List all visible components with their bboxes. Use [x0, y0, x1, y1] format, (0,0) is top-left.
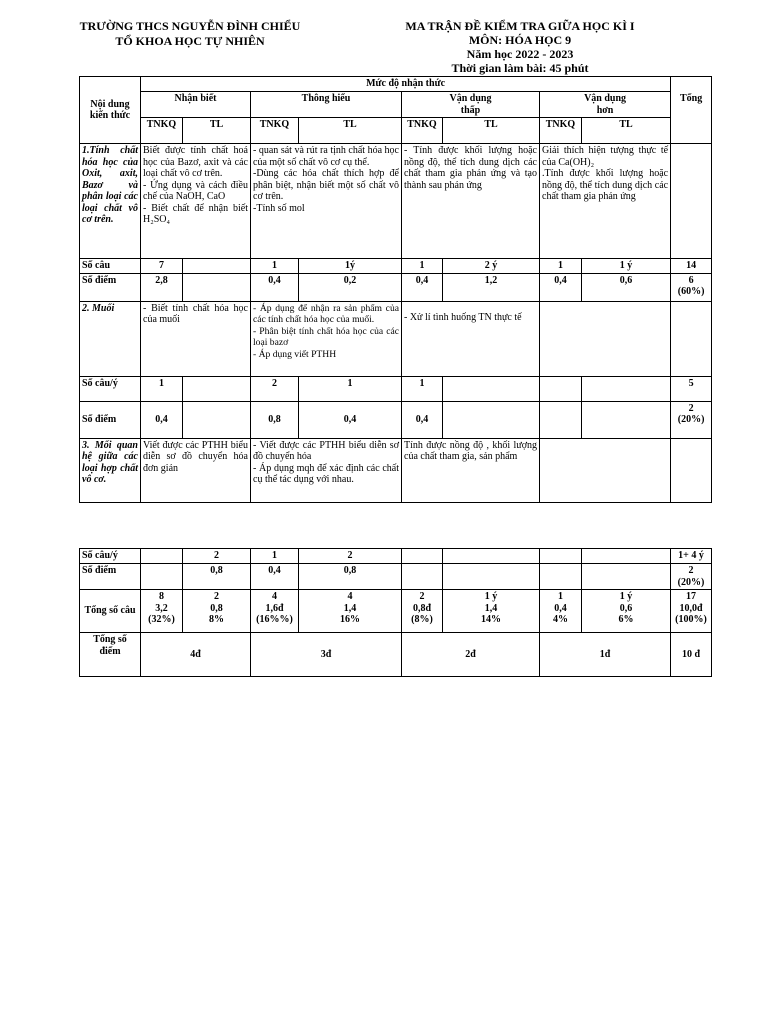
cell	[141, 549, 183, 564]
cell: 0,8	[183, 564, 251, 590]
cell	[582, 549, 671, 564]
cell: 0,4	[251, 564, 299, 590]
cell: 2	[183, 549, 251, 564]
topic-3-van-dung-thap: Tính được nồng độ , khối lượng của chất tham gia, sản phẩm	[402, 438, 540, 502]
levels-header: Mức độ nhận thức	[141, 77, 671, 92]
cell: 1 ý 0,6 6%	[582, 590, 671, 633]
cell: 2 (20%)	[671, 564, 712, 590]
cell: 0,4	[299, 401, 402, 438]
cell	[443, 549, 540, 564]
cell: 17 10,0đ (100%)	[671, 590, 712, 633]
cell: 1	[540, 259, 582, 274]
topic-1-nhan-biet: Biết được tính chất hoá học của Bazơ, axit và các loại chất vô cơ trên. - Ứng dụng và cách điều chế của NaOH, CaO - Biết chất để nhận biết H₂SO₄	[141, 144, 251, 259]
cell: 0,4	[540, 273, 582, 301]
subject: MÔN: HÓA HỌC 9	[468, 33, 572, 47]
summary-table	[79, 548, 712, 677]
cell: 10 đ	[671, 633, 712, 677]
cell: 2,8	[141, 273, 183, 301]
cell	[183, 259, 251, 274]
document-title: MA TRẬN ĐỀ KIỂM TRA GIỮA HỌC KÌ I	[405, 19, 635, 33]
topic-1-total	[671, 144, 712, 259]
topic-1-thong-hieu: - quan sát và rút ra tịnh chất hóa học của một số chất vô cơ cụ thể. -Dùng các hóa chất thích hợp để phân biệt, nhận biết một số chất vô cơ trên. -Tính số mol	[251, 144, 402, 259]
cell: 1	[251, 259, 299, 274]
topic-2-thong-hieu: - Áp dụng để nhận ra sản phẩm của các tính chất hóa học của muối. - Phân biệt tính chất hóa học của các loại bazơ - Áp dụng viết PTHH	[251, 301, 402, 376]
cell	[141, 564, 183, 590]
cell	[402, 564, 443, 590]
topic-3-nhan-biet: Viết được các PTHH biểu diễn sơ đồ chuyển hóa đơn giản	[141, 438, 251, 502]
level-nhan-biet: Nhận biết	[141, 92, 251, 118]
cell: 1,2	[443, 273, 540, 301]
exam-time: Thời gian làm bài: 45 phút	[451, 61, 589, 75]
cell: 1	[402, 259, 443, 274]
cell: 7	[141, 259, 183, 274]
col-tl: TL	[183, 118, 251, 144]
cell: 1 0,4 4%	[540, 590, 582, 633]
topic-2-van-dung-hon	[540, 301, 671, 376]
summary-sodiem-label: Số điểm	[80, 564, 141, 590]
cell: 1	[299, 376, 402, 401]
cell	[183, 273, 251, 301]
content-header: Nội dung kiến thức	[80, 77, 141, 144]
level-van-dung-thap: Vận dụng thấp	[402, 92, 540, 118]
cell: 0,6	[582, 273, 671, 301]
col-tl: TL	[443, 118, 540, 144]
cell: 1đ	[540, 633, 671, 677]
topic-2-name: 2. Muối	[80, 301, 141, 376]
cell	[582, 376, 671, 401]
cell: 2đ	[402, 633, 540, 677]
topic-1-van-dung-hon: Giải thích hiện tượng thực tế của Ca(OH)₂ .Tính được khối lượng hoặc nồng độ, thể tích dung dịch các chất tham gia phản ứng	[540, 144, 671, 259]
topic-1-sodiem-label: Số điểm	[80, 273, 141, 301]
topic-3-total	[671, 438, 712, 502]
topic-1-name: 1.Tính chất hóa học của Oxit, axit, Bazơ và phân loại các loại chất vô cơ trên.	[80, 144, 141, 259]
level-thong-hieu: Thông hiểu	[251, 92, 402, 118]
summary-socau-label: Số câu/ý	[80, 549, 141, 564]
cell: 5	[671, 376, 712, 401]
cell: 1	[141, 376, 183, 401]
school-year: Năm học 2022 - 2023	[466, 47, 574, 61]
total-points-label: Tổng số điểm	[80, 633, 141, 677]
cell: 6 (60%)	[671, 273, 712, 301]
cell	[443, 564, 540, 590]
school-name: TRƯỜNG THCS NGUYỄN ĐÌNH CHIỂU	[79, 19, 301, 33]
cell	[582, 401, 671, 438]
cell	[443, 376, 540, 401]
cell	[540, 376, 582, 401]
cell: 1	[251, 549, 299, 564]
topic-1-van-dung-thap: - Tính được khối lượng hoặc nồng độ, thể tích dung dịch các chất tham gia phản ứng và tạo thành sau phản ứng	[402, 144, 540, 259]
cell: 0,8	[251, 401, 299, 438]
cell	[183, 401, 251, 438]
cell: 2 ý	[443, 259, 540, 274]
topic-3-van-dung-hon	[540, 438, 671, 502]
department-name: TỔ KHOA HỌC TỰ NHIÊN	[115, 34, 265, 48]
cell: 0,4	[141, 401, 183, 438]
cell: 2 (20%)	[671, 401, 712, 438]
topic-1-socau-label: Số câu	[80, 259, 141, 274]
cell: 1ý	[299, 259, 402, 274]
topic-3-name: 3. Mối quan hệ giữa các loại hợp chất vô cơ.	[80, 438, 141, 502]
cell	[183, 376, 251, 401]
cell: 0,4	[402, 401, 443, 438]
topic-3-thong-hieu: - Viết được các PTHH biểu diễn sơ đồ chuyển hóa - Áp dụng mqh để xác định các chất cụ thể tác dụng với nhau.	[251, 438, 402, 502]
cell: 0,4	[251, 273, 299, 301]
cell: 2 0,8đ (8%)	[402, 590, 443, 633]
cell: 2 0,8 8%	[183, 590, 251, 633]
cell: 1	[402, 376, 443, 401]
cell: 4đ	[141, 633, 251, 677]
cell: 0,8	[299, 564, 402, 590]
cell	[582, 564, 671, 590]
cell	[540, 564, 582, 590]
cell: 2	[251, 376, 299, 401]
topic-2-van-dung-thap: - Xử lí tình huống TN thực tế	[402, 301, 540, 376]
topic-2-socau-label: Số câu/ý	[80, 376, 141, 401]
total-header: Tổng	[671, 77, 712, 144]
cell: 2	[299, 549, 402, 564]
col-tnkq: TNKQ	[402, 118, 443, 144]
level-van-dung-hon: Vận dụng hơn	[540, 92, 671, 118]
cell: 3đ	[251, 633, 402, 677]
cell	[540, 549, 582, 564]
col-tl: TL	[582, 118, 671, 144]
cell: 8 3,2 (32%)	[141, 590, 183, 633]
topic-2-total	[671, 301, 712, 376]
topic-2-sodiem-label: Số điểm	[80, 401, 141, 438]
cell: 0,2	[299, 273, 402, 301]
col-tnkq: TNKQ	[540, 118, 582, 144]
cell	[540, 401, 582, 438]
col-tnkq: TNKQ	[141, 118, 183, 144]
matrix-table	[79, 76, 712, 503]
cell: 0,4	[402, 273, 443, 301]
topic-2-nhan-biet: - Biết tính chất hóa học của muối	[141, 301, 251, 376]
cell: 1 ý	[582, 259, 671, 274]
cell	[402, 549, 443, 564]
cell: 1+ 4 ý	[671, 549, 712, 564]
col-tl: TL	[299, 118, 402, 144]
cell: 14	[671, 259, 712, 274]
cell: 4 1,6đ (16%%)	[251, 590, 299, 633]
cell	[443, 401, 540, 438]
cell: 4 1,4 16%	[299, 590, 402, 633]
total-questions-label: Tổng số câu	[80, 590, 141, 633]
cell: 1 ý 1,4 14%	[443, 590, 540, 633]
col-tnkq: TNKQ	[251, 118, 299, 144]
